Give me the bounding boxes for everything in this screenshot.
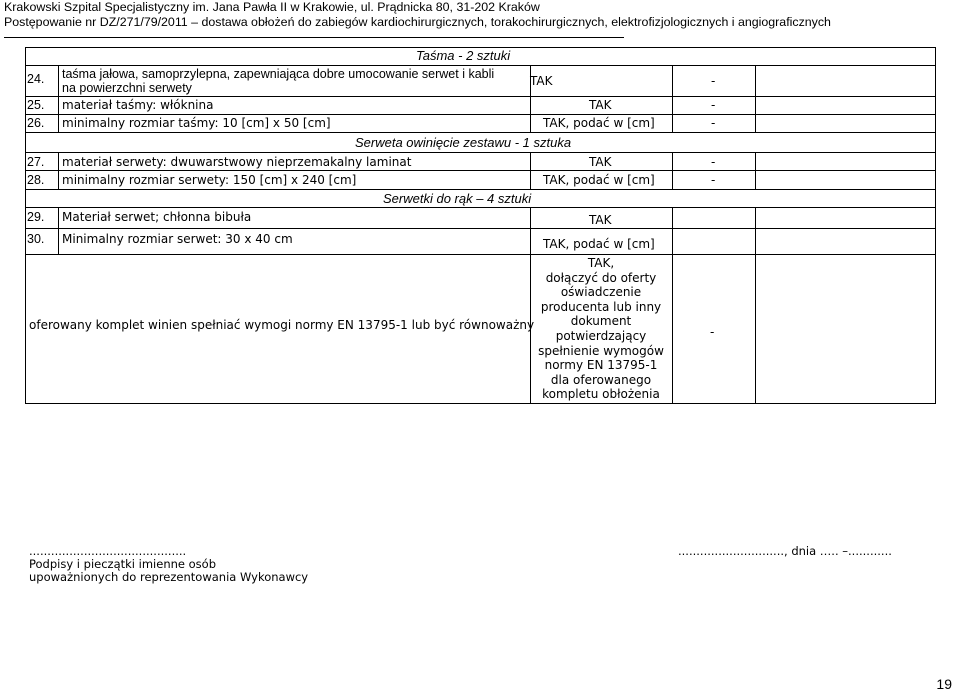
header-line-2: Postępowanie nr DZ/271/79/2011 – dostawa obłożeń do zabiegów kardiochirurgicznych, torakochirurgicznych, elektrofizjologicznych i angiograficznych [4, 15, 831, 29]
row-requirement: TAK [530, 74, 553, 88]
signature-dots: ........................................... [29, 544, 187, 558]
row-number: 30. [27, 232, 45, 246]
row-value: - [711, 74, 716, 88]
row-description: materiał taśmy: włóknina [62, 98, 214, 112]
row-value: - [711, 173, 716, 187]
row-value: - [711, 98, 716, 112]
row-requirement: TAK, podać w [cm] [543, 237, 655, 251]
row-requirement: TAK [589, 98, 612, 112]
page-number: 19 [936, 676, 952, 692]
section-title-tasma: Taśma - 2 sztuki [416, 48, 511, 63]
row-description: minimalny rozmiar serwety: 150 [cm] x 240 [cm] [62, 173, 357, 187]
row-description: Minimalny rozmiar serwet: 30 x 40 cm [62, 232, 293, 246]
date-line: ............................., dnia ….. –............ [678, 544, 892, 558]
signature-caption-line-1: Podpisy i pieczątki imienne osób [29, 557, 216, 571]
final-row-description: oferowany komplet winien spełniać wymogi normy EN 13795-1 lub być równoważny [29, 318, 535, 332]
row-number: 29. [27, 210, 45, 224]
section-title-serwetki: Serwetki do rąk – 4 sztuki [383, 191, 532, 206]
row-number: 24. [27, 72, 45, 86]
row-description-line-2: na powierzchni serwety [62, 81, 192, 95]
row-requirement: TAK, podać w [cm] [543, 173, 655, 187]
header-underline [4, 37, 624, 38]
row-description: Materiał serwet; chłonna bibuła [62, 210, 252, 224]
row-number: 27. [27, 155, 45, 169]
row-requirement: TAK [589, 213, 612, 227]
row-description: materiał serwety: dwuwarstwowy nieprzemakalny laminat [62, 155, 412, 169]
row-requirement: TAK, podać w [cm] [543, 116, 655, 130]
row-value: - [711, 116, 716, 130]
final-row-requirement: TAK, dołączyć do oferty oświadczenie producenta lub inny dokument potwierdzający spełnienie wymogów normy EN 13795-1 dla oferowanego kompletu obłożenia [538, 256, 664, 402]
row-requirement: TAK [589, 155, 612, 169]
signature-caption-line-2: upoważnionych do reprezentowania Wykonawcy [29, 570, 309, 584]
section-title-serweta: Serweta owinięcie zestawu - 1 sztuka [355, 135, 572, 150]
row-number: 26. [27, 116, 45, 130]
row-description: minimalny rozmiar taśmy: 10 [cm] x 50 [cm] [62, 116, 331, 130]
row-description-line-1: taśma jałowa, samoprzylepna, zapewniająca dobre umocowanie serwet i kabli [62, 67, 495, 81]
header-line-1: Krakowski Szpital Specjalistyczny im. Jana Pawła II w Krakowie, ul. Prądnicka 80, 31-202 Kraków [4, 0, 540, 14]
row-number: 28. [27, 173, 45, 187]
row-value: - [711, 155, 716, 169]
row-number: 25. [27, 98, 45, 112]
final-row-value: - [710, 325, 715, 339]
